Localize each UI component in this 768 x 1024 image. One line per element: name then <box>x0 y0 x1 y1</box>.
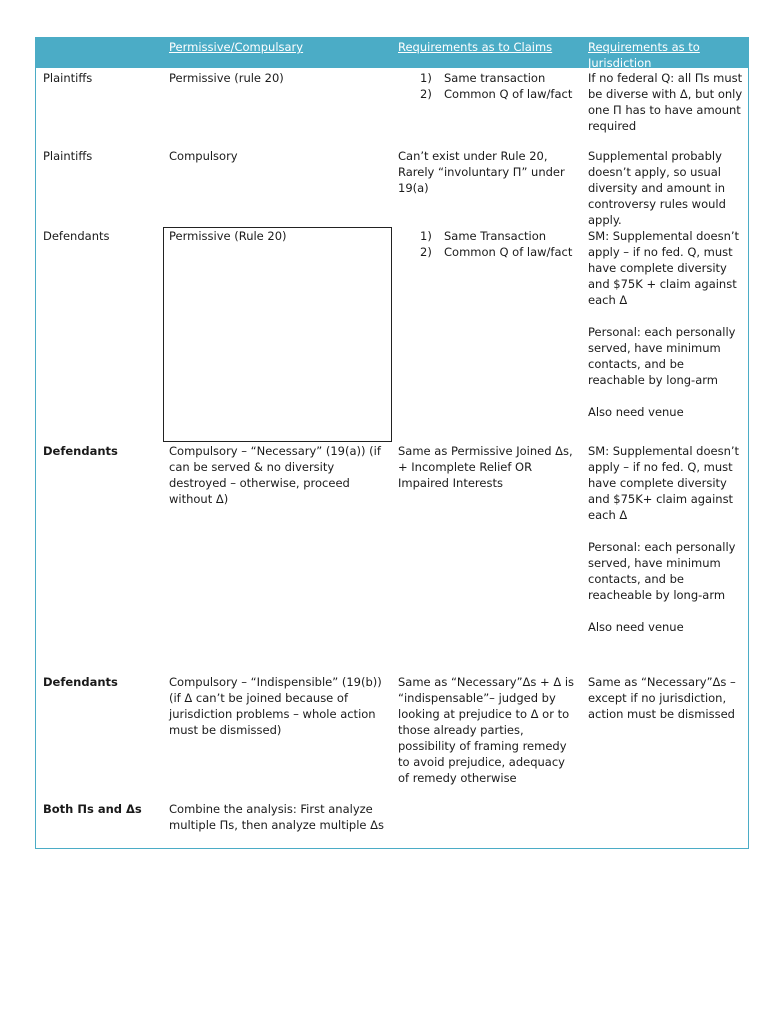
row4-jurisdiction <box>588 443 743 635</box>
row5-claims: Same as “Necessary”Δs + Δ is “indispensable”– judged by looking at prejudice to Δ or to those already parties, possibility of framing remedy to avoid prejudice, adequacy of remedy otherwise <box>398 675 575 785</box>
row4-jurisdiction-venue: Also need venue <box>588 620 684 634</box>
row3-type: Permissive (Rule 20) <box>169 229 287 243</box>
row5-type <box>169 674 389 738</box>
header-jurisdiction: Requirements as to Jurisdiction <box>588 40 700 70</box>
row2-party: Plaintiffs <box>43 149 93 163</box>
row1-jurisdiction: If no federal Q: all Πs must be diverse with Δ, but only one Π has to have amount required <box>588 71 743 133</box>
row1-party: Plaintiffs <box>43 71 93 85</box>
row3-jurisdiction-sm: SM: Supplemental doesn’t apply – if no fed. Q, must have complete diversity and $75K + claim against each Δ <box>588 229 740 307</box>
header-permissive-compulsory: Permissive/Compulsary <box>169 40 304 54</box>
row4-type: Compulsory – “Necessary” (19(a)) (if can be served & no diversity destroyed – otherwise, proceed without Δ) <box>169 444 381 506</box>
list-item: 1) Same Transaction <box>420 229 547 243</box>
row2-claims: Can’t exist under Rule 20, Rarely “involuntary Π” under 19(a) <box>398 149 565 195</box>
row3-jurisdiction-personal: Personal: each personally served, have minimum contacts, and be reachable by long-arm <box>588 325 736 387</box>
header-claims: Requirements as to Claims <box>398 40 553 54</box>
row4-jurisdiction-sm: SM: Supplemental doesn’t apply – if no fed. Q, must have complete diversity and $75K+ claim against each Δ <box>588 444 740 522</box>
row3-jurisdiction <box>588 228 743 420</box>
row4-jurisdiction-personal: Personal: each personally served, have minimum contacts, and be reacheable by long-arm <box>588 540 736 602</box>
joinder-table <box>35 37 749 849</box>
permissive-box <box>163 227 392 442</box>
table-header <box>36 37 748 68</box>
row5-party: Defendants <box>43 675 118 689</box>
list-item: 2) Common Q of law/fact <box>420 87 573 101</box>
row5-jurisdiction: Same as “Necessary”Δs – except if no jurisdiction, action must be dismissed <box>588 675 736 721</box>
row2-type: Compulsory <box>169 149 238 163</box>
row2-jurisdiction: Supplemental probably doesn’t apply, so usual diversity and amount in controversy rules would apply. <box>588 149 726 227</box>
row1-claims <box>420 70 580 102</box>
row3-jurisdiction-venue: Also need venue <box>588 405 684 419</box>
row5-type-title: Compulsory – “Indispensible” (19(b)) <box>169 675 382 689</box>
list-item: 2) Common Q of law/fact <box>420 245 573 259</box>
row3-claims <box>420 228 580 260</box>
row6-party: Both Πs and Δs <box>43 802 142 816</box>
row4-claims: Same as Permissive Joined Δs, + Incomplete Relief OR Impaired Interests <box>398 444 573 490</box>
list-item: 1) Same transaction <box>420 71 546 85</box>
row1-type: Permissive (rule 20) <box>169 71 284 85</box>
row6-type: Combine the analysis: First analyze multiple Πs, then analyze multiple Δs <box>169 802 385 832</box>
row5-type-note: (if Δ can’t be joined because of jurisdiction problems – whole action must be dismissed) <box>169 691 376 737</box>
row3-party: Defendants <box>43 229 110 243</box>
row4-party: Defendants <box>43 444 118 458</box>
